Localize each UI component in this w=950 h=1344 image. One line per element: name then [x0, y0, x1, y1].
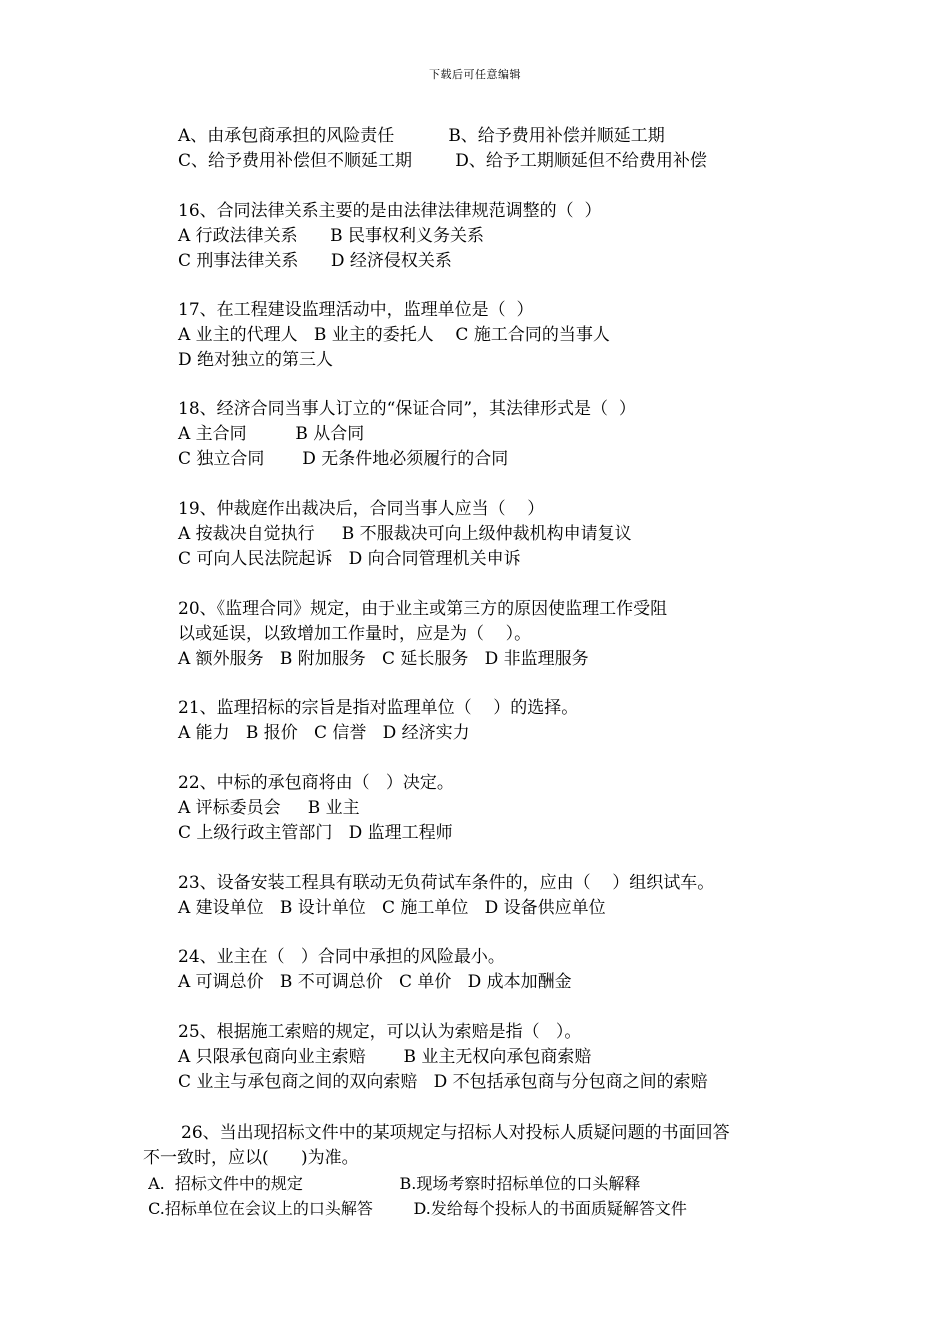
- question-option-line: A 建设单位 B 设计单位 C 施工单位 D 设备供应单位: [178, 898, 606, 918]
- q15-options: [178, 124, 898, 174]
- question-18: [178, 397, 898, 472]
- question-stem: 17、在工程建设监理活动中，监理单位是（ ）: [178, 300, 534, 320]
- question-stem: 24、业主在（ ）合同中承担的风险最小。: [178, 947, 505, 967]
- question-option-line: A 额外服务 B 附加服务 C 延长服务 D 非监理服务: [178, 649, 589, 669]
- question-option-line: C 业主与承包商之间的双向索赔 D 不包括承包商与分包商之间的索赔: [178, 1072, 708, 1092]
- question-option-line: C 上级行政主管部门 D 监理工程师: [178, 823, 453, 843]
- question-option-line: A 能力 B 报价 C 信誉 D 经济实力: [178, 723, 470, 743]
- question-17: [178, 298, 898, 373]
- question-stem: 26、当出现招标文件中的某项规定与招标人对投标人质疑问题的书面回答: [181, 1123, 730, 1143]
- question-stem: 18、经济合同当事人订立的“保证合同”，其法律形式是（ ）: [178, 399, 636, 419]
- question-stem: 19、仲裁庭作出裁决后，合同当事人应当（ ）: [178, 499, 545, 519]
- question-25: [178, 1020, 898, 1095]
- question-stem: 23、设备安装工程具有联动无负荷试车条件的，应由（ ）组织试车。: [178, 873, 715, 893]
- question-22: [178, 771, 898, 846]
- page-header: 下载后可任意编辑: [429, 68, 521, 81]
- question-23: [178, 871, 898, 921]
- question-26: [143, 1121, 903, 1221]
- question-option-line: D 绝对独立的第三人: [178, 350, 334, 370]
- question-stem: 以或延误，以致增加工作量时，应是为（ ）。: [178, 624, 532, 644]
- question-stem: 不一致时，应以( )为准。: [143, 1148, 359, 1168]
- question-stem: 22、中标的承包商将由（ ）决定。: [178, 773, 454, 793]
- question-option-line: A 业主的代理人 B 业主的委托人 C 施工合同的当事人: [178, 325, 610, 345]
- question-option-line: A 可调总价 B 不可调总价 C 单价 D 成本加酬金: [178, 972, 572, 992]
- question-option-line: C 刑事法律关系 D 经济侵权关系: [178, 251, 452, 271]
- question-stem: 25、根据施工索赔的规定，可以认为索赔是指（ ）。: [178, 1022, 582, 1042]
- question-24: [178, 945, 898, 995]
- question-option-line: A 评标委员会 B 业主: [178, 798, 360, 818]
- question-option-line: A 主合同 B 从合同: [178, 424, 365, 444]
- question-option-line: A 按裁决自觉执行 B 不服裁决可向上级仲裁机构申请复议: [178, 524, 632, 544]
- question-option-line: C 独立合同 D 无条件地必须履行的合同: [178, 449, 509, 469]
- question-20: [178, 597, 898, 672]
- question-21: [178, 696, 898, 746]
- question-option-line: C 可向人民法院起诉 D 向合同管理机关申诉: [178, 549, 521, 569]
- question-option-line: A 行政法律关系 B 民事权利义务关系: [178, 226, 484, 246]
- question-option-line: A. 招标文件中的规定 B.现场考察时招标单位的口头解释: [143, 1174, 641, 1193]
- q15-option-line: C、给予费用补偿但不顺延工期 D、给予工期顺延但不给费用补偿: [178, 151, 707, 171]
- question-16: [178, 199, 898, 274]
- question-option-line: A 只限承包商向业主索赔 B 业主无权向承包商索赔: [178, 1047, 592, 1067]
- question-stem: 20、《监理合同》规定，由于业主或第三方的原因使监理工作受阻: [178, 599, 668, 619]
- question-stem: 21、监理招标的宗旨是指对监理单位（ ）的选择。: [178, 698, 579, 718]
- question-option-line: C.招标单位在会议上的口头解答 D.发给每个投标人的书面质疑解答文件: [143, 1199, 687, 1218]
- q15-option-line: A、由承包商承担的风险责任 B、给予费用补偿并顺延工期: [178, 126, 665, 146]
- question-stem: 16、合同法律关系主要的是由法律法律规范调整的（ ）: [178, 201, 602, 221]
- question-19: [178, 497, 898, 572]
